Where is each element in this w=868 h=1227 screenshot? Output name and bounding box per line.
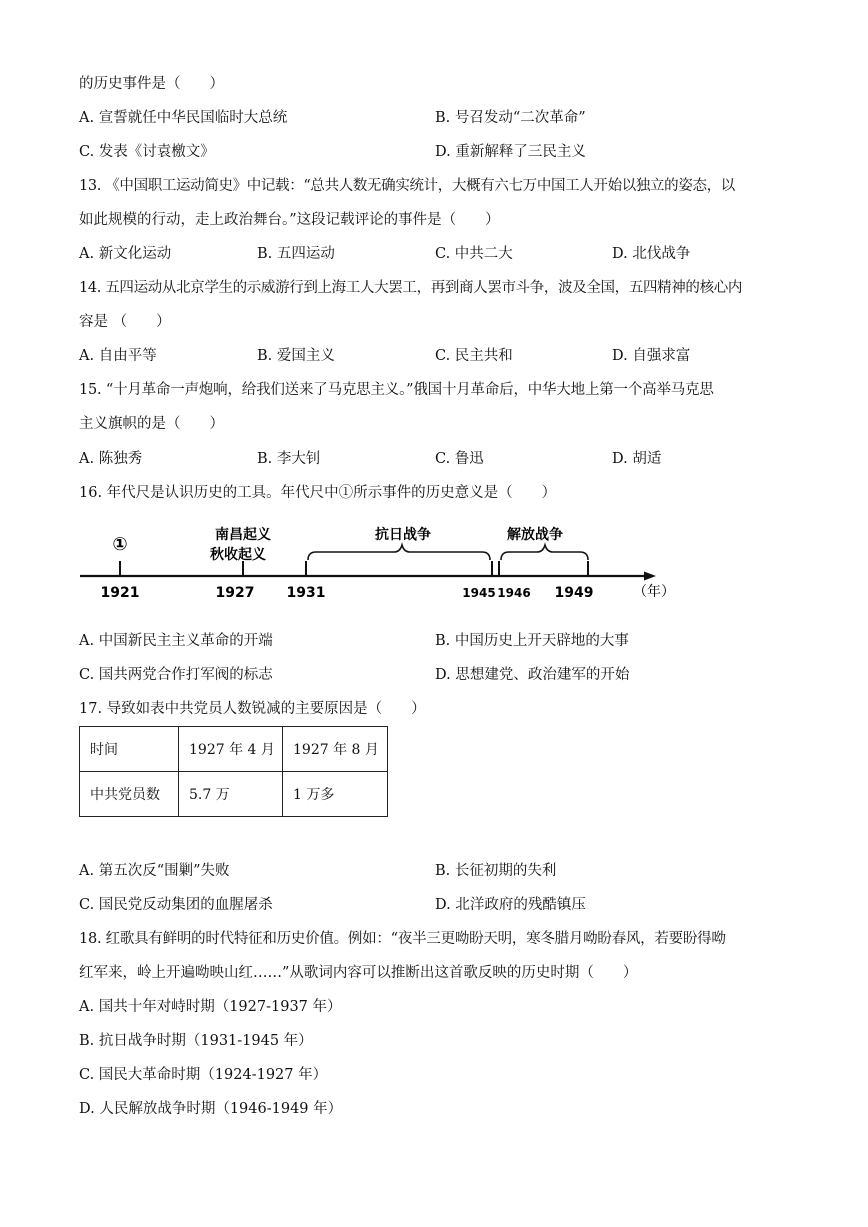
year-1945: 1945 <box>462 586 496 600</box>
party-members-table <box>79 726 388 817</box>
table-cell: 5.7 万 <box>179 772 283 817</box>
q13-option-b: B. 五四运动 <box>257 246 335 262</box>
label-liberation-war: 解放战争 <box>507 527 563 543</box>
q15-option-c: C. 鲁迅 <box>435 451 484 467</box>
q13-option-a: A. 新文化运动 <box>79 246 172 262</box>
q14-stem-line1: 14. 五四运动从北京学生的示威游行到上海工人大罢工，再到商人罢市斗争，波及全国，五四精神的核心内 <box>79 280 743 296</box>
q14-stem-line2: 容是 （ ） <box>79 314 171 330</box>
q15-stem-line1: 15. “十月革命一声炮响，给我们送来了马克思主义。”俄国十月革命后，中华大地上第一个高举马克思 <box>79 382 714 398</box>
q18-stem-line1: 18. 红歌具有鲜明的时代特征和历史价值。例如：“夜半三更呦盼天明，寒冬腊月呦盼春风，若要盼得呦 <box>79 931 726 947</box>
q17-option-b: B. 长征初期的失利 <box>435 863 557 879</box>
q15-option-b: B. 李大钊 <box>257 451 321 467</box>
q15-stem-line2: 主义旗帜的是（ ） <box>79 416 224 432</box>
q18-option-b: B. 抗日战争时期（1931-1945 年） <box>79 1033 313 1049</box>
q18-option-d: D. 人民解放战争时期（1946-1949 年） <box>79 1101 343 1117</box>
brace-anti-japanese-war <box>308 545 490 560</box>
table-cell: 1927 年 4 月 <box>179 727 283 772</box>
q13-option-d: D. 北伐战争 <box>612 246 691 262</box>
year-1931: 1931 <box>286 585 326 601</box>
q18-option-a: A. 国共十年对峙时期（1927-1937 年） <box>79 999 342 1015</box>
table-cell: 1 万多 <box>283 772 388 817</box>
q16-option-d: D. 思想建党、政治建军的开始 <box>435 667 630 683</box>
table-row <box>80 727 388 772</box>
event-qiushou: 秋收起义 <box>210 547 266 563</box>
q16-option-a: A. 中国新民主主义革命的开端 <box>79 633 273 649</box>
table-cell: 中共党员数 <box>80 772 179 817</box>
q14-option-b: B. 爱国主义 <box>257 348 335 364</box>
year-1921: 1921 <box>100 585 140 601</box>
q12-option-b: B. 号召发动“二次革命” <box>435 110 586 126</box>
q15-option-d: D. 胡适 <box>612 451 662 467</box>
event-marker-1: ① <box>112 534 128 555</box>
q16-option-c: C. 国共两党合作打军阀的标志 <box>79 667 273 683</box>
q13-option-c: C. 中共二大 <box>435 246 513 262</box>
q15-option-a: A. 陈独秀 <box>79 451 143 467</box>
q13-stem-line1: 13. 《中国职工运动简史》中记载：“总共人数无确实统计，大概有六七万中国工人开始以独立的姿态，以 <box>79 178 735 194</box>
table-cell: 时间 <box>80 727 179 772</box>
q17-stem: 17. 导致如表中共党员人数锐减的主要原因是（ ） <box>79 701 426 717</box>
q14-option-a: A. 自由平等 <box>79 348 157 364</box>
q17-option-a: A. 第五次反“围剿”失败 <box>79 863 230 879</box>
timeline-arrow-icon <box>644 572 656 581</box>
q18-stem-line2: 红军来，岭上开遍呦映山红……”从歌词内容可以推断出这首歌反映的历史时期（ ） <box>79 965 638 981</box>
q12-stem-tail: 的历史事件是（ ） <box>79 76 224 92</box>
year-1949: 1949 <box>554 585 594 601</box>
q14-option-c: C. 民主共和 <box>435 348 513 364</box>
q17-option-c: C. 国民党反动集团的血腥屠杀 <box>79 897 273 913</box>
brace-liberation-war <box>501 545 588 560</box>
year-1927: 1927 <box>215 585 255 601</box>
q17-option-d: D. 北洋政府的残酷镇压 <box>435 897 586 913</box>
q13-stem-line2: 如此规模的行动，走上政治舞台。”这段记载评论的事件是（ ） <box>79 212 500 228</box>
q18-option-c: C. 国民大革命时期（1924-1927 年） <box>79 1067 328 1083</box>
q16-stem: 16. 年代尺是认识历史的工具。年代尺中①所示事件的历史意义是（ ） <box>79 485 557 501</box>
timeline-unit: （年） <box>633 584 675 600</box>
q12-option-a: A. 宣誓就任中华民国临时大总统 <box>79 110 288 126</box>
event-nanchang: 南昌起义 <box>215 527 271 543</box>
q14-option-d: D. 自强求富 <box>612 348 691 364</box>
q12-option-c: C. 发表《讨袁檄文》 <box>79 144 215 160</box>
q12-option-d: D. 重新解释了三民主义 <box>435 144 586 160</box>
label-anti-japanese-war: 抗日战争 <box>375 527 431 543</box>
table-cell: 1927 年 8 月 <box>283 727 388 772</box>
q16-option-b: B. 中国历史上开天辟地的大事 <box>435 633 629 649</box>
year-1946: 1946 <box>497 586 531 600</box>
timeline-ruler <box>78 512 682 620</box>
table-row <box>80 772 388 817</box>
